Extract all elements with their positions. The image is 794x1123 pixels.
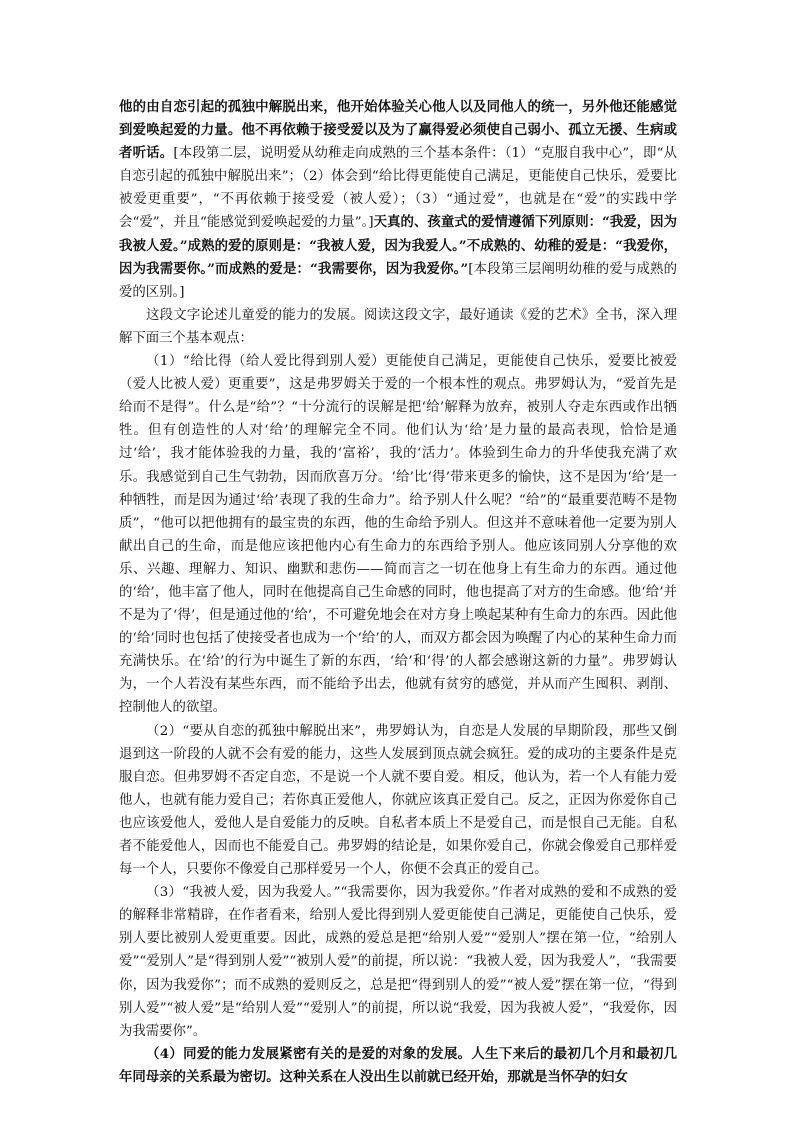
paragraph-3: （1）“给比得（给人爱比得到别人爱）更能使自己满足，更能使自己快乐，爱要比被爱（爱人比被人爱）更重要”，这是弗罗姆关于爱的一个根本性的观点。弗罗姆认为，“爱首先是给而不是得”。什么是“给”？“十分流行的误解是把‘给’解释为放弃，被别人夺走东西或作出牺牲。但有创造性的人对‘给’的理解完全不同。他们认为‘给’是力量的最高表现，恰恰是通过‘给’，我才能体验我的力量，我的‘富裕’，我的‘活力’。体验到生命力的升华使我充满了欢乐。我感觉到自己生气勃勃，因而欣喜万分。‘给’比‘得’带来更多的愉快，这不是因为‘给’是一种牺牲，而是因为通过‘给’表现了我的生命力”。给予别人什么呢？“给”的“最重要范畴不是物质”，“他可以把他拥有的最宝贵的东西，他的生命给予别人。但这并不意味着他一定要为别人献出自己的生命，而是他应该把他内心有生命力的东西给予别人。他应该同别人分享他的欢乐、兴趣、理解力、知识、幽默和悲伤——简而言之一切在他身上有生命力的东西。通过他的‘给’，他丰富了他人，同时在他提高自己生命感的同时，他也提高了对方的生命感。他‘给’并不是为了‘得’，但是通过他的‘给’，不可避免地会在对方身上唤起某种有生命力的东西。因此他的‘给’同时也包括了使接受者也成为一个‘给’的人，而双方都会因为唤醒了内心的某种生命力而充满快乐。在‘给’的行为中诞生了新的东西，‘给’和‘得’的人都会感谢这新的力量”。弗罗姆认为，一个人若没有某些东西，而不能给予出去，他就有贫穷的感觉，并从而产生囤积、剥削、控制他人的欲望。	[119, 354, 677, 716]
bold-text-2: 天真的、孩童式的爱情遵循下列原则：“我爱，因为我被人爱。”成熟的爱的原则是：“我被人爱，因为我爱人。”不成熟的、幼稚的爱是：“我爱你，因为我需要你。”而成熟的爱是：“我需要你，因为我爱你。”	[119, 214, 677, 277]
paragraph-2: 这段文字论述儿童爱的能力的发展。阅读这段文字，最好通读《爱的艺术》全书，深入理解下面三个基本观点：	[119, 307, 677, 346]
annotation-text-2: [本段第三层阐明幼稚的爱与成熟的爱的区别。]	[119, 261, 677, 300]
paragraph-6: （4）同爱的能力发展紧密有关的是爱的对象的发展。人生下来后的最初几个月和最初几年同母亲的关系最为密切。这种关系在人没出生以前就已经开始，那就是当怀孕的妇女	[119, 1045, 677, 1085]
paragraph-4: （2）“要从自恋的孤独中解脱出来”，弗罗姆认为，自恋是人发展的早期阶段，那些又倒退到这一阶段的人就不会有爱的能力，这些人发展到顶点就会疯狂。爱的成功的主要条件是克服自恋。但弗罗姆不否定自恋，不是说一个人就不要自爱。相反，他认为，若一个人有能力爱他人，也就有能力爱自己；若你真正爱他人，你就应该真正爱自己。反之，正因为你爱你自己也应该爱他人，爱他人是自爱能力的反映。自私者本质上不是爱自己，而是恨自己无能。自私者不能爱他人，因而也不能爱自己。弗罗姆的结论是，如果你爱自己，你就会像爱自己那样爱每一个人，只要你不像爱自己那样爱另一个人，你便不会真正的爱自己。	[119, 723, 677, 878]
bold-text-1: 他的由自恋引起的孤独中解脱出来，他开始体验关心他人以及同他人的统一，另外他还能感觉到爱唤起爱的力量。他不再依赖于接受爱以及为了赢得爱必须使自己弱小、孤立无援、生病或者听话。	[119, 99, 677, 162]
paragraph-1	[119, 96, 677, 304]
paragraph-5: （3）“我被人爱，因为我爱人。”“我需要你，因为我爱你。”作者对成熟的爱和不成熟的爱的解释非常精辟，在作者看来，给别人爱比得到别人爱更能使自己满足，更能使自己快乐，爱别人要比被别人爱更重要。因此，成熟的爱总是把“给别人爱”“爱别人”摆在第一位，“给别人爱”“爱别人”是“得到别人爱”“被别人爱”的前提，所以说：“我被人爱，因为我爱人”，“我需要你，因为我爱你”；而不成熟的爱则反之，总是把“得到别人的爱”“被人爱”摆在第一位，“得到别人爱”“被人爱”是“给别人爱”“爱别人”的前提，所以说“我爱，因为我被人爱”，“我爱你，因为我需要你”。	[119, 885, 677, 1039]
annotation-text-1: [本段第二层，说明爱从幼稚走向成熟的三个基本条件：（1）“克服自我中心”，即“从自恋引起的孤独中解脱出来”；（2）体会到“给比得更能使自己满足，更能使自己快乐，爱要比被爱更重要”，“不再依赖于接受爱（被人爱）；（3）“通过爱”，也就是在“爱”的实践中学会“爱”，并且“能感觉到爱唤起爱的力量”。]	[119, 146, 677, 231]
document-page	[119, 96, 677, 1089]
